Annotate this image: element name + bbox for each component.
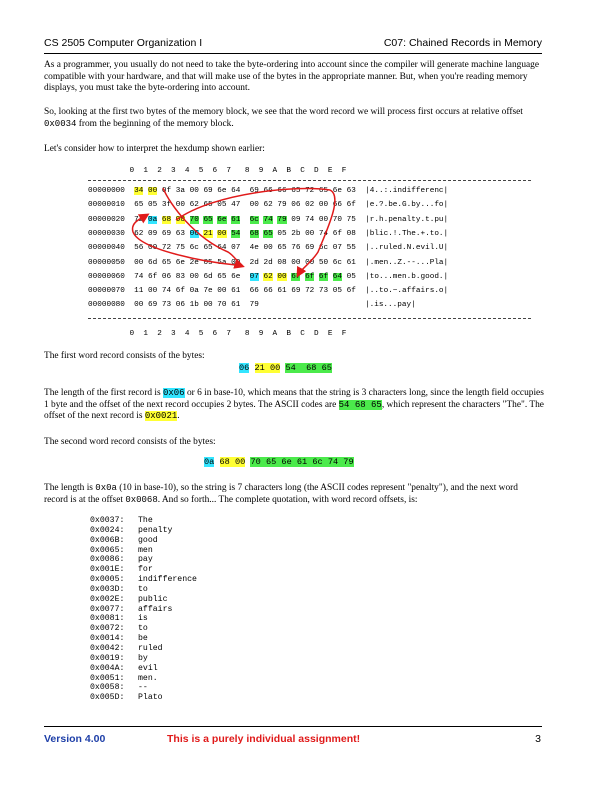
quotation-offset: 0x0058:: [90, 683, 125, 693]
quotation-word: pay: [138, 555, 153, 565]
hexdump-byte: 05: [148, 201, 158, 210]
hexdump-byte: 00: [134, 301, 144, 310]
hexdump-byte: 07: [231, 244, 241, 253]
page-header: [44, 37, 542, 54]
hexdump-byte: 1b: [189, 301, 199, 310]
hexdump-byte: 05: [203, 258, 213, 267]
hexdump-byte: 6f: [318, 272, 329, 281]
hexdump-byte: 65: [134, 201, 144, 210]
hexdump-byte: 00: [217, 287, 227, 296]
hexdump-byte: 66: [277, 187, 287, 195]
quotation-offset: 0x0005:: [90, 575, 125, 585]
hexdump-byte: 6f: [175, 287, 185, 296]
hexdump-byte: 62: [134, 229, 144, 238]
hexdump-byte: 05: [332, 287, 343, 296]
hexdump-byte: 61: [231, 215, 241, 224]
hexdump-byte: 0f: [161, 187, 172, 195]
footer-rule: [44, 726, 542, 727]
hexdump-byte: 64: [332, 272, 343, 281]
hexdump-byte: 66: [332, 201, 343, 210]
quotation-row: [90, 516, 330, 526]
hexdump-byte: 21: [203, 229, 213, 238]
second-paragraph: The length is 0x0a (10 in base-10), so the string is 7 characters long (the ASCII codes represent "penalty"), and the next word record is at the offset 0x0068. And so forth... The complete quotation, with word record offsets, is:: [44, 483, 518, 505]
quotation-row: [90, 664, 330, 674]
quotation-row: [90, 614, 330, 624]
hexdump-byte: 00: [249, 201, 259, 210]
hexdump-byte: 00: [134, 258, 144, 267]
hexdump-byte: 00: [263, 244, 273, 253]
first-record-chars: 54 68 65: [285, 363, 332, 373]
hexdump-byte: 6f: [305, 272, 315, 281]
hexdump-byte: 00: [305, 229, 315, 238]
hexdump-row: [88, 215, 448, 226]
hexdump-byte: 61: [346, 258, 356, 267]
hexdump-ascii: |to...men.b.good.|: [365, 272, 449, 281]
quotation-offset: 0x002E:: [90, 594, 125, 604]
hexdump-byte: 72: [134, 215, 144, 224]
hexdump-byte: 66: [249, 287, 259, 296]
hexdump-byte: 6c: [332, 258, 343, 267]
hexdump-row: [88, 243, 448, 254]
quotation-word: by: [138, 653, 148, 663]
quotation-word: to: [138, 584, 148, 594]
hexdump-row: [88, 186, 448, 197]
hexdump-address: 00000070: [88, 287, 125, 296]
hexdump-byte: 06: [161, 272, 172, 281]
hexdump-address: 00000050: [88, 258, 125, 267]
quotation-offset: 0x006B:: [90, 535, 125, 545]
offset-paragraph: So, looking at the first two bytes of the memory block, we see that the word record we will process first occurs at relative offset 0x0034 from the beginning of the memory block.: [44, 107, 523, 129]
hexdump-byte: 69: [161, 229, 172, 238]
hexdump-byte: 00: [305, 258, 315, 267]
hexdump-byte: 5a: [217, 258, 227, 267]
hexdump-byte: 74: [263, 215, 273, 224]
hexdump-byte: 2d: [263, 258, 273, 267]
hexdump-byte: 62: [189, 201, 199, 210]
quotation-offset: 0x003D:: [90, 584, 125, 594]
hexdump-address: 00000080: [88, 301, 125, 310]
hexdump-byte: 65: [277, 244, 287, 253]
quotation-offset: 0x005D:: [90, 693, 125, 703]
hexdump-byte: 09: [148, 229, 158, 238]
quotation-word: Plato: [138, 693, 163, 703]
hexdump-byte: 65: [161, 258, 172, 267]
hexdump-byte: 69: [249, 187, 259, 195]
hexdump-byte: 0a: [148, 215, 158, 224]
hexdump-byte: 6c: [249, 215, 259, 224]
quotation-offset: 0x001E:: [90, 565, 125, 575]
quotation-word: The: [138, 516, 153, 525]
length-paragraph: The length of the first record is 0x06 or 6 in base-10, which means that the string is 3 characters long, since the length field occupies 1 byte and the offset of the next record occupies 2 bytes. The ASCII codes are 54 68 65, which represent the characters "The". The offset of the next record is 0x0021.: [44, 388, 544, 422]
quotation-offset: 0x0081:: [90, 614, 125, 624]
hexdump-byte: 70: [217, 301, 227, 310]
hexdump-bottom-rule: [88, 318, 531, 319]
course-title: CS 2505 Computer Organization I: [44, 37, 203, 49]
hexdump-row: [88, 300, 416, 311]
hexdump-row: [88, 200, 448, 211]
hexdump-byte: 64: [231, 187, 241, 195]
section-title: C07: Chained Records in Memory: [383, 37, 542, 49]
hexdump-byte: 6e: [217, 187, 227, 195]
quotation-word: penalty: [138, 525, 173, 535]
hexdump-ascii: |4..:.indifferenc|: [365, 187, 449, 195]
hexdump-byte: 06: [189, 229, 199, 238]
hexdump-ascii: |..ruled.N.evil.U|: [365, 244, 449, 253]
quotation-row: [90, 595, 330, 605]
hexdump-byte: 74: [134, 272, 144, 281]
second-record-label: The second word record consists of the bytes:: [44, 437, 216, 447]
hexdump-byte: 50: [318, 258, 329, 267]
quotation-word: is: [138, 614, 148, 624]
hexdump-byte: 72: [161, 244, 172, 253]
hexdump-ascii: |..to.~.affairs.o|: [365, 287, 449, 296]
first-record-next-offset: 21 00: [254, 363, 281, 373]
hexdump-byte: 63: [175, 229, 185, 238]
hexdump-byte: 75: [346, 215, 356, 224]
hexdump-byte: 66: [263, 287, 273, 296]
hexdump-ascii: |r.h.penalty.t.pu|: [365, 215, 449, 224]
hexdump-byte: 00: [175, 201, 185, 210]
first-record-length: 06: [239, 363, 250, 373]
first-offset-value: 0x0034: [44, 118, 77, 129]
quotation-offset: 0x0051:: [90, 673, 125, 683]
hexdump-byte: 62: [263, 201, 273, 210]
hexdump-byte: 07: [249, 272, 259, 281]
hexdump-byte: 00: [318, 215, 329, 224]
hexdump-byte: 65: [203, 244, 213, 253]
hexdump-byte: 74: [318, 229, 329, 238]
hexdump-ascii: |blic.!.The.+.to.|: [365, 229, 449, 238]
hexdump-byte: 69: [203, 187, 213, 195]
hexdump-byte: 70: [332, 215, 343, 224]
hexdump-byte: 75: [175, 244, 185, 253]
quotation-offset: 0x0077:: [90, 604, 125, 614]
hexdump-byte: 08: [346, 229, 356, 238]
quotation-word: indifference: [138, 575, 197, 585]
hexdump-byte: 47: [231, 201, 241, 210]
hexdump-byte: 6d: [203, 272, 213, 281]
quotation-row: [90, 624, 330, 634]
quotation-row: [90, 526, 330, 536]
hexdump-byte: 79: [277, 201, 287, 210]
hexdump-byte: 06: [175, 301, 185, 310]
quotation-row: [90, 575, 330, 585]
hexdump-byte: 72: [305, 287, 315, 296]
hexdump-byte: 65: [217, 272, 227, 281]
quotation-word: ruled: [138, 643, 163, 653]
hexdump-byte: 54: [231, 229, 241, 238]
intro-paragraph: As a programmer, you usually do not need to take the byte-ordering into account since the compiler will generate machine language compatible with your hardware, and that will make use of the bytes in the appropriate manner. But, when you're reading memory displays, you must take the byte-ordering into account.: [44, 60, 540, 94]
hexdump-byte: 05: [277, 229, 287, 238]
hexdump-byte: 07: [332, 244, 343, 253]
hexdump-byte: 00: [231, 258, 241, 267]
hexdump-address: 00000040: [88, 244, 125, 253]
hexdump-column-header-bottom: 0 1 2 3 4 5 6 7 8 9 A B C D E F: [88, 330, 347, 338]
hexdump-byte: 64: [217, 244, 227, 253]
hexdump-byte: 76: [291, 244, 301, 253]
hexdump-byte: 6e: [231, 272, 241, 281]
hexdump-byte: 79: [249, 301, 259, 310]
hexdump-byte: 09: [291, 215, 301, 224]
hexdump-byte: 73: [318, 287, 329, 296]
quotation-row: [90, 674, 330, 684]
hexdump-address: 00000030: [88, 229, 125, 238]
quotation-offset: 0x0065:: [90, 545, 125, 555]
hexdump-byte: 00: [189, 187, 199, 195]
quotation-word: for: [138, 565, 153, 575]
hexdump-byte: 11: [134, 287, 144, 296]
hexdump-address: 00000020: [88, 215, 125, 224]
hexdump-byte: 6c: [318, 244, 329, 253]
ascii-codes: 54 68 65: [338, 399, 382, 410]
hexdump-byte: 68: [161, 215, 172, 224]
hexdump-byte: 6d: [148, 258, 158, 267]
hexdump-byte: 74: [161, 287, 172, 296]
quotation-row: [90, 693, 330, 703]
hexdump-byte: 62: [263, 272, 273, 281]
quotation-row: [90, 654, 330, 664]
first-record-label: The first word record consists of the bytes:: [44, 351, 205, 361]
hexdump-byte: 65: [291, 187, 301, 195]
hexdump-byte: 6f: [346, 201, 356, 210]
hexdump-byte: 05: [346, 272, 356, 281]
hexdump-byte: 0a: [189, 287, 199, 296]
individual-warning: This is a purely individual assignment!: [167, 733, 361, 745]
quotation-word: affairs: [138, 604, 173, 614]
quotation-offset: 0x0072:: [90, 624, 125, 634]
second-record-length: 0a: [204, 457, 215, 467]
hexdump-ascii: |.is...pay|: [364, 301, 416, 310]
hexdump-byte: 2b: [291, 229, 301, 238]
hexdump-byte: 00: [277, 272, 287, 281]
hexdump-byte: 3f: [161, 201, 172, 210]
quotation-word: public: [138, 594, 168, 604]
quotation-word: to: [138, 624, 148, 634]
hexdump-address: 00000010: [88, 201, 125, 210]
hexdump-byte: 00: [318, 201, 329, 210]
second-record-bytes: [204, 457, 354, 468]
hexdump-byte: 3a: [175, 187, 185, 195]
hexdump-byte: 05: [217, 201, 227, 210]
quotation-row: [90, 634, 330, 644]
hexdump-byte: 65: [203, 215, 213, 224]
hexdump-byte: 6e: [332, 187, 343, 195]
hexdump-byte: 65: [318, 187, 329, 195]
hexdump-byte: 02: [305, 201, 315, 210]
consider-line: Let's consider how to interpret the hexdump shown earlier:: [44, 144, 265, 154]
quotation-row: [90, 536, 330, 546]
length-value: 0x06: [162, 388, 185, 398]
hexdump-byte: 6f: [332, 229, 343, 238]
hexdump-byte: 66: [263, 187, 273, 195]
hexdump-byte: 69: [148, 301, 158, 310]
hexdump-row: [88, 258, 448, 269]
hexdump-byte: 06: [291, 201, 301, 210]
hexdump-byte: 6e: [217, 215, 227, 224]
quotation-word: --: [138, 683, 148, 693]
hexdump-byte: 69: [305, 244, 315, 253]
second-record-chars: 70 65 6e 61 6c 74 79: [250, 457, 354, 467]
hexdump-byte: 67: [291, 272, 301, 281]
quotation-row: [90, 546, 330, 556]
hexdump-ascii: |.men..Z.--...Pla|: [365, 258, 449, 267]
quotation-row: [90, 605, 330, 615]
second-record-next-offset: 68 00: [219, 457, 246, 467]
hexdump-top-rule: [88, 180, 531, 181]
quotation-word: good: [138, 535, 158, 545]
quotation-row: [90, 565, 330, 575]
hexdump-row: [88, 229, 448, 240]
hexdump-byte: 79: [277, 215, 287, 224]
hexdump-byte: 00: [148, 187, 158, 195]
quotation-row: [90, 555, 330, 565]
quotation-offset: 0x0037:: [90, 516, 125, 525]
quotation-offset: 0x0086:: [90, 555, 125, 565]
hexdump-byte: 56: [134, 244, 144, 253]
hexdump-byte: 65: [263, 229, 273, 238]
hexdump-byte: 83: [175, 272, 185, 281]
hexdump-byte: 6c: [189, 244, 199, 253]
hexdump-byte: 61: [231, 287, 241, 296]
hexdump-byte: 61: [231, 301, 241, 310]
hexdump-byte: 61: [277, 287, 287, 296]
hexdump-byte: 6e: [175, 258, 185, 267]
hexdump-byte: 73: [161, 301, 172, 310]
hexdump-byte: 68: [249, 229, 259, 238]
hexdump-byte: 00: [189, 272, 199, 281]
quotation-row: [90, 683, 330, 693]
hexdump-byte: 00: [217, 229, 227, 238]
quotation-row: [90, 585, 330, 595]
hexdump-column-header-top: 0 1 2 3 4 5 6 7 8 9 A B C D E F: [88, 167, 347, 175]
hexdump-byte: 74: [305, 215, 315, 224]
hexdump-byte: 69: [291, 287, 301, 296]
hexdump-byte: 08: [277, 258, 287, 267]
quotation-row: [90, 644, 330, 654]
quotation-word: be: [138, 634, 148, 644]
hexdump-byte: 55: [346, 244, 356, 253]
hexdump-address: 00000000: [88, 187, 125, 195]
hexdump-row: [88, 272, 448, 283]
hexdump-byte: 6f: [148, 272, 158, 281]
hexdump-byte: 00: [203, 301, 213, 310]
quotation-offset: 0x0019:: [90, 653, 125, 663]
quotation-word: men: [138, 545, 153, 555]
hexdump-byte: 34: [134, 187, 144, 195]
hexdump-ascii: |e.?.be.G.by...fo|: [365, 201, 449, 210]
hexdump-byte: 00: [175, 215, 185, 224]
page-number: 3: [535, 733, 541, 745]
first-record-bytes: [239, 363, 332, 374]
version-label: Version 4.00: [44, 733, 106, 745]
hexdump-byte: 2e: [189, 258, 199, 267]
quotation-offset: 0x0042:: [90, 643, 125, 653]
hexdump-byte: 00: [148, 244, 158, 253]
quotation-offset: 0x004A:: [90, 663, 125, 673]
hexdump-byte: 63: [346, 187, 356, 195]
hexdump-byte: 6f: [346, 287, 356, 296]
hexdump-row: [88, 286, 448, 297]
hexdump-byte: 70: [189, 215, 199, 224]
hexdump-byte: 65: [203, 201, 213, 210]
quotation-offset: 0x0014:: [90, 634, 125, 644]
hexdump-byte: 7e: [203, 287, 213, 296]
quotation-word: men.: [138, 673, 158, 683]
next-offset-value: 0x0021: [144, 411, 178, 422]
hexdump-byte: 00: [291, 258, 301, 267]
quotation-word: evil: [138, 663, 158, 673]
hexdump-byte: 2d: [249, 258, 259, 267]
quotation-list: [90, 516, 330, 703]
hexdump-address: 00000060: [88, 272, 125, 281]
hexdump-byte: 4e: [249, 244, 259, 253]
hexdump-byte: 00: [148, 287, 158, 296]
hexdump-byte: 72: [305, 187, 315, 195]
quotation-offset: 0x0024:: [90, 525, 125, 535]
